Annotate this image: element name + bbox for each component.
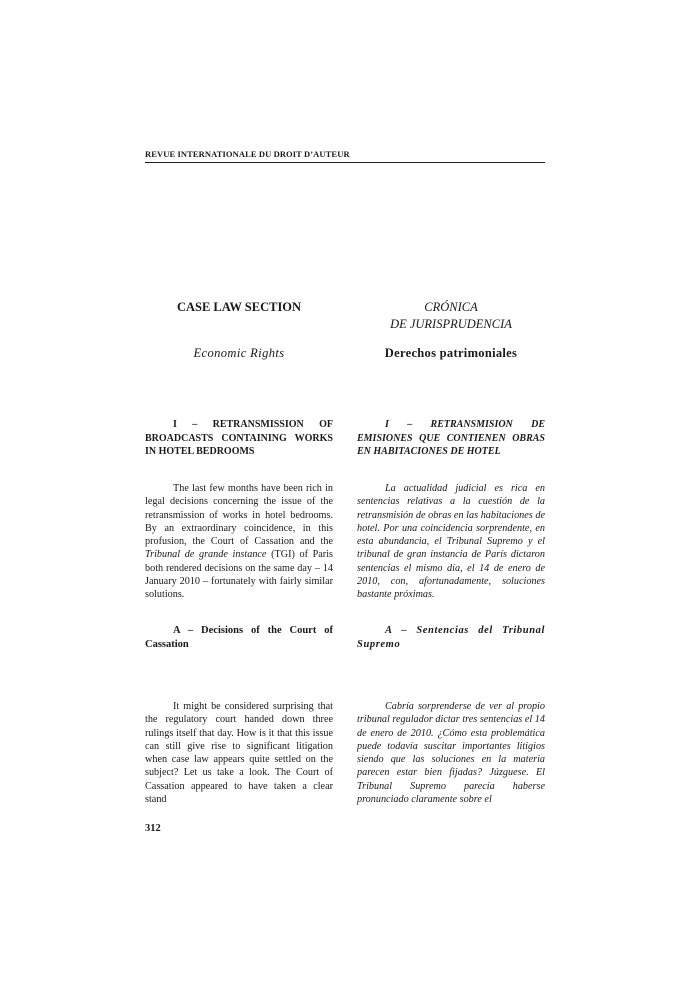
subtitle-es: Derechos patrimoniales — [384, 346, 518, 360]
english-column-p1 — [145, 482, 333, 602]
heading-1-es: I – RETRANSMISION DE EMISIONES QUE CONTIENEN OBRAS EN HABITACIONES DE HOTEL — [357, 419, 545, 457]
paragraph-1-en — [145, 482, 333, 602]
spanish-column-p1 — [357, 482, 545, 602]
section-title-en: CASE LAW SECTION — [176, 300, 302, 314]
running-head: REVUE INTERNATIONALE DU DROIT D’AUTEUR — [145, 149, 350, 159]
page-number: 312 — [145, 823, 161, 834]
paragraph-1-en-after: (TGI) of Paris both rendered decisions on the same day – 14 January 2010 – fortunately with fairly similar solutions. — [145, 549, 333, 601]
english-column-ha — [145, 624, 333, 651]
paragraph-2-en: It might be considered surprising that the regulatory court handed down three rulings itself that day. How is it that this issue can still give rise to significant litigation when case law appears quite settled on the subject? Let us take a look. The Court of Cassation appeared to have taken a clear stand — [145, 701, 333, 806]
section-title-es — [357, 299, 545, 333]
paragraph-1-en-before: The last few months have been rich in legal decisions concerning the issue of the retransmission of works in hotel bedrooms. By an extraordinary coincidence, in this profusion, the Court of Cassation and the — [145, 483, 333, 548]
english-column-p2 — [145, 700, 333, 806]
section-title-es-line1: CRÓNICA — [424, 300, 478, 314]
section-title-es-line2: DE JURISPRUDENCIA — [390, 317, 512, 331]
heading-a-es: A – Sentencias del Tribunal Supremo — [357, 625, 545, 650]
header-rule — [145, 162, 545, 163]
paragraph-1-en-italic: Tribunal de grande instance — [145, 549, 267, 561]
spanish-column — [357, 418, 545, 459]
subtitle-en: Economic Rights — [193, 346, 285, 360]
paragraph-2-es: Cabría sorprenderse de ver al propio tribunal regulador dictar tres sentencias el 14 de enero de 2010. ¿Cómo esta problemática puede todavía suscitar importantes litigios siendo que las soluciones en la materia parecen estar bien fijadas? Júzguese. El Tribunal Supremo parecía haberse pronunciado claramente sobre el — [357, 701, 545, 806]
paragraph-1-es: La actualidad judicial es rica en sentencias relativas a la cuestión de la retransmisión de obras en las habitaciones de hotel. Por una coincidencia sorprendente, en esta abundancia, el Tribunal Supremo y el tribunal de gran instancia de París dictaron sentencias el mismo día, el 14 de enero de 2010, con, afortunadamente, soluciones bastante próximas. — [357, 483, 545, 601]
english-column — [145, 418, 333, 459]
heading-a-en: A – Decisions of the Court of Cassation — [145, 625, 333, 650]
spanish-column-ha — [357, 624, 545, 651]
heading-1-en: I – RETRANSMISSION OF BROADCASTS CONTAINING WORKS IN HOTEL BEDROOMS — [145, 419, 333, 457]
spanish-column-p2 — [357, 700, 545, 806]
